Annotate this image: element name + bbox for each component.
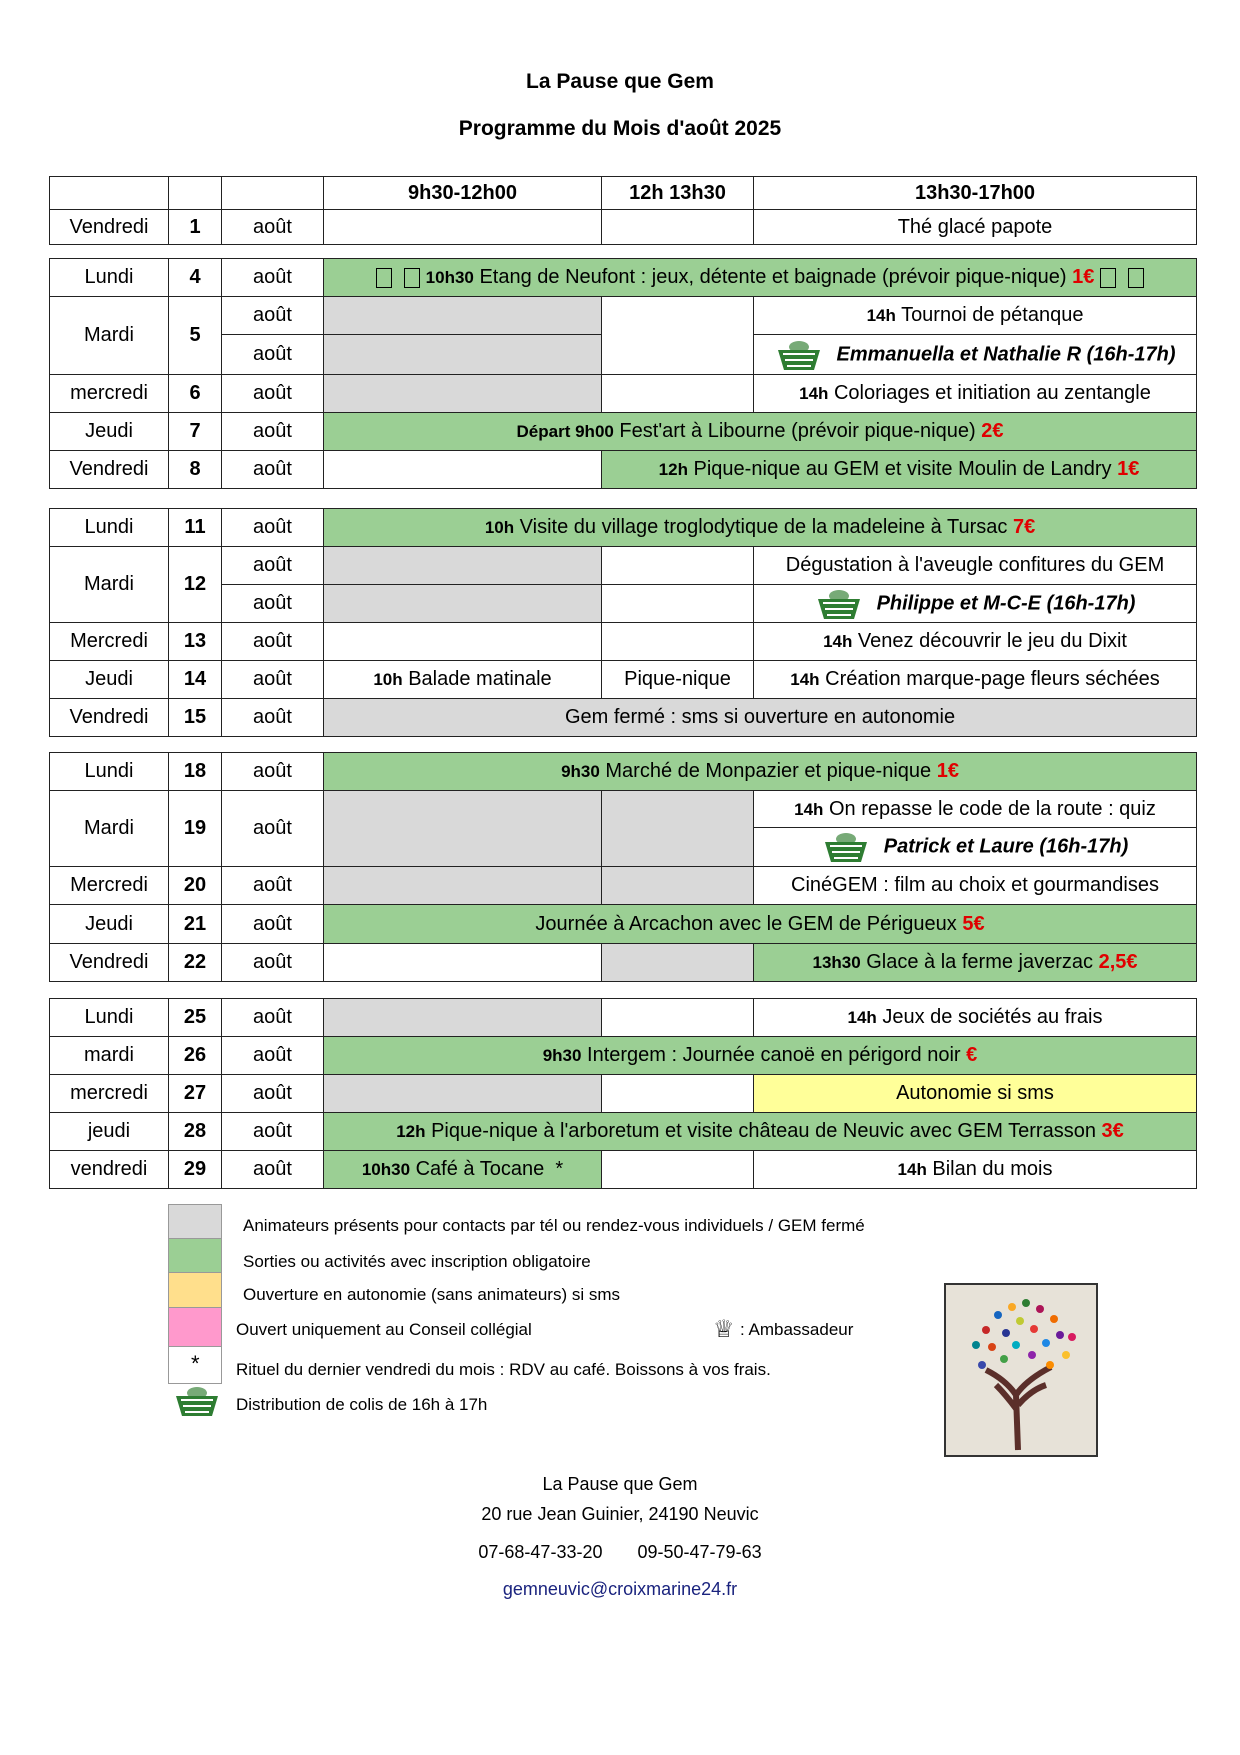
week-5-table (49, 998, 1197, 1189)
month-label: août (222, 1037, 324, 1075)
table-row (50, 867, 1197, 905)
day-name: Vendredi (50, 451, 169, 489)
table-row (50, 585, 1197, 623)
footer-email (0, 1579, 1240, 1600)
activity: Thé glacé papote (754, 210, 1197, 245)
day-name: jeudi (50, 1113, 169, 1151)
tree-picture (944, 1283, 1098, 1457)
table-row (50, 905, 1197, 944)
day-number: 6 (169, 375, 222, 413)
day-number: 27 (169, 1075, 222, 1113)
day-name: Jeudi (50, 413, 169, 451)
legend-ritual-text: Rituel du dernier vendredi du mois : RDV au café. Boissons à vos frais. (236, 1360, 771, 1379)
table-row (50, 1075, 1197, 1113)
crown-icon: ♕ (713, 1316, 735, 1343)
legend-yellow-text: Ouverture en autonomie (sans animateurs) si sms (243, 1285, 620, 1304)
day-name: Mardi (50, 297, 169, 375)
table-row (50, 259, 1197, 297)
legend-green-text: Sorties ou activités avec inscription obligatoire (243, 1252, 591, 1271)
table-row (50, 297, 1197, 335)
basket-icon (815, 587, 863, 621)
month-label: août (222, 999, 324, 1037)
day-name: Vendredi (50, 210, 169, 245)
header-afternoon: 13h30-17h00 (754, 177, 1197, 210)
phone-2: 09-50-47-79-63 (637, 1542, 762, 1562)
colis-distribution: Philippe et M-C-E (16h-17h) (754, 585, 1197, 623)
day-name: Lundi (50, 509, 169, 547)
day-number: 26 (169, 1037, 222, 1075)
table-row (50, 944, 1197, 982)
placeholder-glyph-icon (376, 268, 392, 288)
placeholder-glyph-icon (1128, 268, 1144, 288)
day-number: 18 (169, 753, 222, 791)
table-row (50, 375, 1197, 413)
day-number: 1 (169, 210, 222, 245)
week-1-table (49, 176, 1197, 245)
day-name: Jeudi (50, 905, 169, 944)
table-row (50, 623, 1197, 661)
footer-address: 20 rue Jean Guinier, 24190 Neuvic (481, 1504, 759, 1524)
month-label: août (222, 259, 324, 297)
day-number: 8 (169, 451, 222, 489)
footer-name: La Pause que Gem (542, 1474, 698, 1494)
document-subtitle: Programme du Mois d'août 2025 (458, 117, 782, 140)
month-label: août (222, 661, 324, 699)
week-2-table (49, 258, 1197, 489)
day-number: 5 (169, 297, 222, 375)
activity-outing: Journée à Arcachon avec le GEM de Périgueux 5€ (324, 905, 1197, 944)
basket-icon (775, 338, 823, 372)
day-name: Lundi (50, 259, 169, 297)
email-link[interactable]: gemneuvic@croixmarine24.fr (502, 1579, 738, 1599)
month-label: août (222, 210, 324, 245)
day-number: 21 (169, 905, 222, 944)
document-title: La Pause que Gem (526, 70, 714, 93)
morning-activity: 10h Balade matinale (324, 661, 602, 699)
header-row (50, 177, 1197, 210)
table-row (50, 1113, 1197, 1151)
day-name: Vendredi (50, 699, 169, 737)
legend-grey-text: Animateurs présents pour contacts par tél ou rendez-vous individuels / GEM fermé (243, 1216, 865, 1235)
legend-swatch-yellow (168, 1272, 222, 1308)
table-row (50, 1151, 1197, 1189)
day-name: Mardi (50, 547, 169, 623)
legend-colis-text: Distribution de colis de 16h à 17h (236, 1395, 488, 1414)
activity-outing: 12h Pique-nique à l'arboretum et visite château de Neuvic avec GEM Terrasson 3€ (324, 1113, 1197, 1151)
day-number: 15 (169, 699, 222, 737)
table-row (50, 999, 1197, 1037)
month-label: août (222, 944, 324, 982)
day-number: 4 (169, 259, 222, 297)
month-label: août (222, 375, 324, 413)
month-label: août (222, 297, 324, 335)
month-label: août (222, 699, 324, 737)
legend-swatch-pink (168, 1307, 222, 1347)
legend-swatch-green (168, 1238, 222, 1273)
activity: 14h Tournoi de pétanque (754, 297, 1197, 335)
month-label: août (222, 451, 324, 489)
legend-swatch-star: * (168, 1346, 222, 1384)
colis-distribution: Patrick et Laure (16h-17h) (754, 828, 1197, 867)
activity-outing: 9h30 Intergem : Journée canoë en périgord noir € (324, 1037, 1197, 1075)
phone-1: 07-68-47-33-20 (478, 1542, 603, 1562)
table-row (50, 699, 1197, 737)
day-number: 19 (169, 791, 222, 867)
activity-outing: 9h30 Marché de Monpazier et pique-nique 1€ (324, 753, 1197, 791)
activity-outing: 10h Visite du village troglodytique de la madeleine à Tursac 7€ (324, 509, 1197, 547)
activity: Dégustation à l'aveugle confitures du GEM (754, 547, 1197, 585)
activity-outing: 10h30 Etang de Neufont : jeux, détente et baignade (prévoir pique-nique) 1€ (324, 259, 1197, 297)
noon-activity: Pique-nique (602, 661, 754, 699)
table-row (50, 753, 1197, 791)
table-row (50, 413, 1197, 451)
placeholder-glyph-icon (404, 268, 420, 288)
week-3-table (49, 508, 1197, 737)
month-label: août (222, 585, 324, 623)
morning-activity: 10h30 Café à Tocane * (324, 1151, 602, 1189)
day-name: mercredi (50, 1075, 169, 1113)
legend-ambassador-text: : Ambassadeur (740, 1320, 854, 1339)
day-name: Vendredi (50, 944, 169, 982)
legend-swatch-grey (168, 1204, 222, 1239)
day-number: 13 (169, 623, 222, 661)
autonomy-notice: Autonomie si sms (754, 1075, 1197, 1113)
day-name: Mercredi (50, 623, 169, 661)
table-row (50, 509, 1197, 547)
month-label: août (222, 1113, 324, 1151)
activity: 14h Venez découvrir le jeu du Dixit (754, 623, 1197, 661)
day-number: 7 (169, 413, 222, 451)
activity: 14h On repasse le code de la route : quiz (754, 791, 1197, 828)
activity: 14h Bilan du mois (754, 1151, 1197, 1189)
day-name: Jeudi (50, 661, 169, 699)
day-number: 14 (169, 661, 222, 699)
day-name: Mercredi (50, 867, 169, 905)
basket-icon (822, 830, 870, 864)
basket-icon (173, 1384, 221, 1418)
day-number: 22 (169, 944, 222, 982)
month-label: août (222, 335, 324, 375)
month-label: août (222, 867, 324, 905)
activity-outing: Départ 9h00 Fest'art à Libourne (prévoir pique-nique) 2€ (324, 413, 1197, 451)
table-row (50, 791, 1197, 828)
day-number: 29 (169, 1151, 222, 1189)
day-name: mardi (50, 1037, 169, 1075)
week-4-table (49, 752, 1197, 982)
legend-pink-text: Ouvert uniquement au Conseil collégial (236, 1320, 532, 1339)
day-name: vendredi (50, 1151, 169, 1189)
day-name: mercredi (50, 375, 169, 413)
day-name: Mardi (50, 791, 169, 867)
month-label: août (222, 753, 324, 791)
month-label: août (222, 547, 324, 585)
month-label: août (222, 1151, 324, 1189)
month-label: août (222, 905, 324, 944)
table-row (50, 547, 1197, 585)
closed-notice: Gem fermé : sms si ouverture en autonomie (324, 699, 1197, 737)
table-row (50, 451, 1197, 489)
table-row (50, 1037, 1197, 1075)
activity-outing: 13h30 Glace à la ferme javerzac 2,5€ (754, 944, 1197, 982)
activity-outing: 12h Pique-nique au GEM et visite Moulin de Landry 1€ (602, 451, 1197, 489)
day-number: 28 (169, 1113, 222, 1151)
activity: CinéGEM : film au choix et gourmandises (754, 867, 1197, 905)
day-number: 11 (169, 509, 222, 547)
activity: 14h Création marque-page fleurs séchées (754, 661, 1197, 699)
month-label: août (222, 413, 324, 451)
table-row (50, 661, 1197, 699)
day-name: Lundi (50, 753, 169, 791)
month-label: août (222, 1075, 324, 1113)
activity: 14h Coloriages et initiation au zentangle (754, 375, 1197, 413)
day-number: 25 (169, 999, 222, 1037)
day-number: 20 (169, 867, 222, 905)
activity: 14h Jeux de sociétés au frais (754, 999, 1197, 1037)
placeholder-glyph-icon (1100, 268, 1116, 288)
table-row (50, 210, 1197, 245)
header-morning: 9h30-12h00 (324, 177, 602, 210)
header-noon: 12h 13h30 (602, 177, 754, 210)
day-name: Lundi (50, 999, 169, 1037)
colis-distribution: Emmanuella et Nathalie R (16h-17h) (754, 335, 1197, 375)
day-number: 12 (169, 547, 222, 623)
month-label: août (222, 791, 324, 867)
footer-phones (0, 1542, 1240, 1563)
month-label: août (222, 623, 324, 661)
month-label: août (222, 509, 324, 547)
